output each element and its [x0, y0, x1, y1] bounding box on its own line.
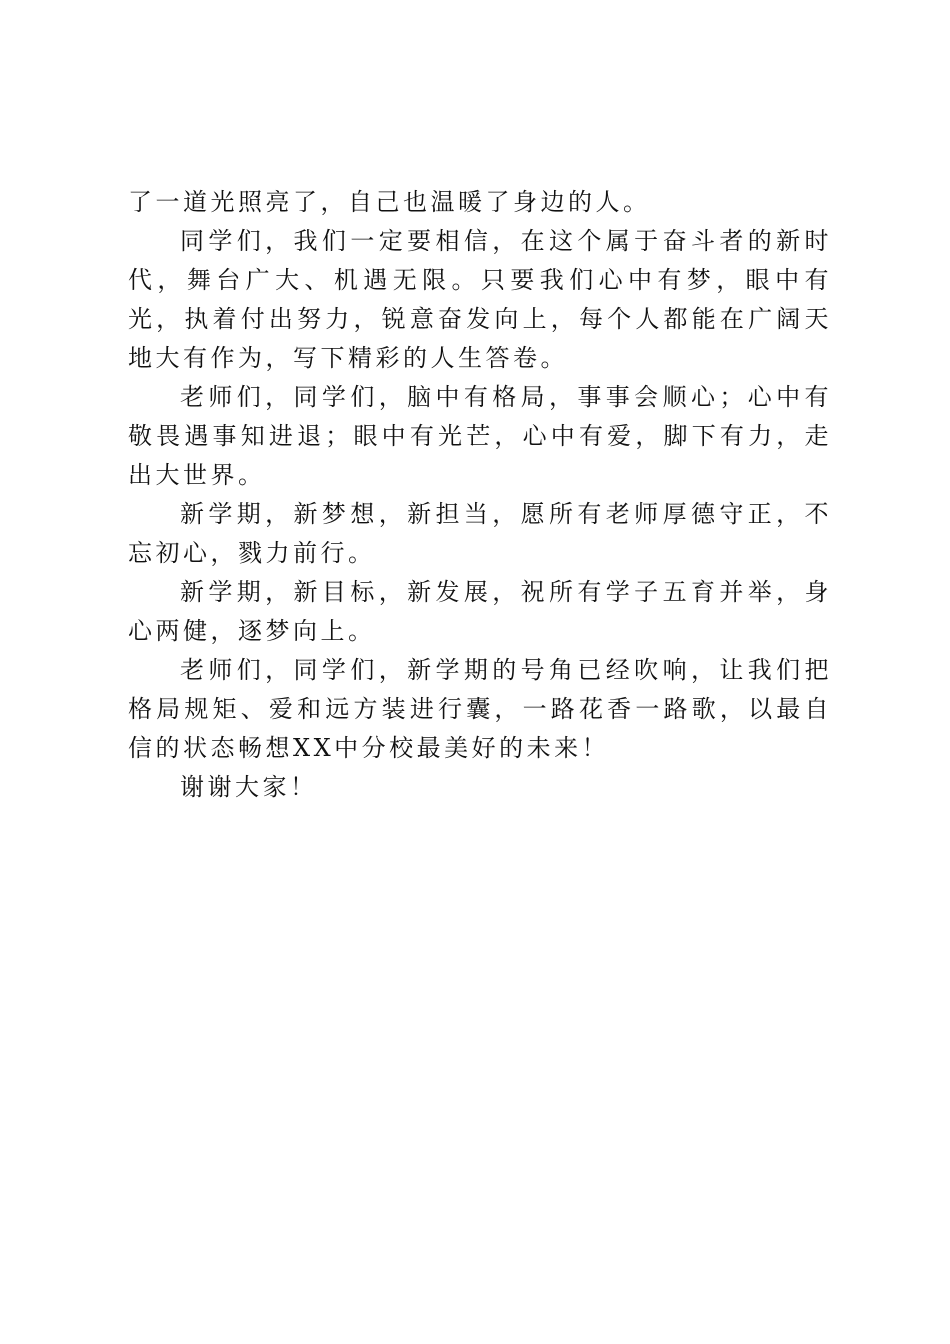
paragraph-future: 老师们，同学们，新学期的号角已经吹响，让我们把格局规矩、爱和远方装进行囊，一路花香一路歌，以最自信的状态畅想XX中分校最美好的未来！ — [128, 656, 832, 762]
paragraph-teachers-wish: 新学期，新梦想，新担当，愿所有老师厚德守正，不忘初心，戮力前行。 — [128, 500, 832, 567]
paragraph-students-wish: 新学期，新目标，新发展，祝所有学子五育并举，身心两健，逐梦向上。 — [128, 578, 832, 645]
paragraph-continuation: 了一道光照亮了，自己也温暖了身边的人。 — [128, 188, 651, 216]
paragraph-pattern: 老师们，同学们，脑中有格局，事事会顺心；心中有敬畏遇事知进退；眼中有光芒，心中有爱，脚下有力，走出大世界。 — [128, 383, 832, 489]
paragraph-believe: 同学们，我们一定要相信，在这个属于奋斗者的新时代，舞台广大、机遇无限。只要我们心中有梦，眼中有光，执着付出努力，锐意奋发向上，每个人都能在广阔天地大有作为，写下精彩的人生答卷。 — [128, 227, 832, 372]
paragraph-thanks: 谢谢大家！ — [180, 773, 318, 801]
document-body — [128, 183, 832, 807]
